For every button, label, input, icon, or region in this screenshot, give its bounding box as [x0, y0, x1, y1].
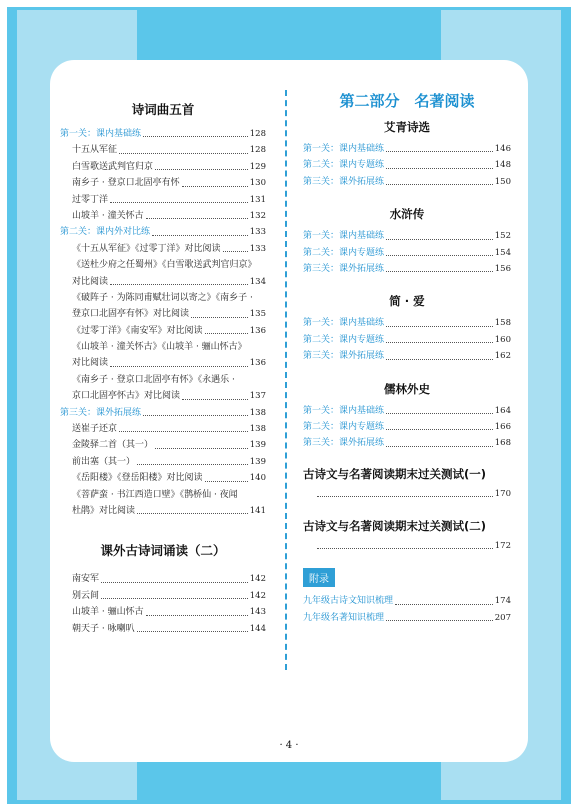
leader-dots	[119, 153, 248, 154]
leader-dots	[182, 399, 248, 400]
page-number: 174	[494, 596, 511, 607]
toc-label: 登京口北固亭有怀》对比阅读	[72, 309, 190, 320]
toc-label: 第三关：课外拓展练	[60, 407, 142, 418]
toc-label: 过零丁洋	[72, 194, 109, 205]
page-number: 139	[249, 456, 266, 467]
page-number: 138	[249, 424, 266, 435]
page-number: 138	[249, 407, 266, 418]
leader-dots	[110, 202, 248, 203]
toc-label: 京口北固亭怀古》对比阅读	[72, 391, 181, 402]
leader-dots	[155, 169, 248, 170]
page-number: 139	[249, 440, 266, 451]
part-title: 第二部分 名著阅读	[339, 92, 475, 110]
page-number: 129	[249, 161, 266, 172]
leader-dots	[182, 186, 248, 187]
toc-label: 第二关：课内外对比练	[60, 227, 151, 238]
toc-row[interactable]	[60, 355, 266, 371]
toc-row[interactable]	[303, 174, 511, 190]
page-number: 158	[494, 318, 511, 329]
leader-dots	[395, 604, 493, 605]
page-number: 164	[494, 405, 511, 416]
toc-row[interactable]	[303, 610, 511, 626]
toc-row[interactable]	[303, 538, 511, 554]
toc-row[interactable]	[303, 435, 511, 451]
toc-label: 《十五从军征》《过零丁洋》对比阅读	[72, 243, 221, 254]
page-number: 144	[249, 623, 266, 634]
toc-row[interactable]	[60, 224, 266, 240]
leader-dots	[386, 151, 493, 152]
toc-row[interactable]	[60, 126, 266, 142]
page-number: 136	[249, 325, 266, 336]
test-title-1: 古诗文与名著阅读期末过关测试(一)	[303, 466, 487, 481]
column-divider	[285, 90, 287, 670]
toc-label: 《岳阳楼》《登岳阳楼》对比阅读	[72, 473, 203, 484]
toc-label: 白雪歌送武判官归京	[72, 161, 154, 172]
toc-row[interactable]	[60, 241, 266, 257]
toc-label: 第一关：课内基础练	[303, 318, 385, 329]
page-number: 128	[249, 145, 266, 156]
leader-dots	[386, 342, 493, 343]
leader-dots	[386, 620, 493, 621]
page-number: 142	[249, 574, 266, 585]
left-column	[60, 100, 266, 637]
toc-label: 第一关：课内基础练	[303, 405, 385, 416]
toc-label: 第三关：课外拓展练	[303, 176, 385, 187]
toc-row-continued: 《南乡子 · 登京口北固亭有怀》《永遇乐 ·	[72, 374, 235, 385]
section-rows-shici	[60, 126, 266, 519]
section-title-kewai: 课外古诗词诵读（二）	[100, 543, 226, 559]
toc-label: 第二关：课内专题练	[303, 334, 385, 345]
leader-dots	[317, 548, 493, 549]
page-number: 128	[249, 128, 266, 139]
toc-row[interactable]	[303, 245, 511, 261]
toc-label: 十五从军征	[72, 145, 118, 156]
toc-row-continued: 《菩萨蛮 · 书江西造口壁》《鹊桥仙 · 夜闻	[72, 489, 238, 500]
leader-dots	[110, 284, 248, 285]
toc-row[interactable]	[60, 274, 266, 290]
leader-dots	[386, 446, 493, 447]
page-number: 148	[494, 160, 511, 171]
toc-row[interactable]	[303, 332, 511, 348]
page-number: 136	[249, 358, 266, 369]
page-number: 140	[249, 473, 266, 484]
toc-row[interactable]	[60, 208, 266, 224]
page-number: 150	[494, 176, 511, 187]
toc-row[interactable]	[60, 306, 266, 322]
toc-row[interactable]	[303, 261, 511, 277]
book-title: 艾青诗选	[384, 120, 430, 134]
leader-dots	[386, 326, 493, 327]
page-number: 143	[249, 607, 266, 618]
leader-dots	[386, 359, 493, 360]
page-number: 156	[494, 263, 511, 274]
toc-label: 第二关：课内专题练	[303, 421, 385, 432]
leader-dots	[146, 615, 248, 616]
toc-row[interactable]	[60, 470, 266, 486]
toc-row[interactable]	[60, 159, 266, 175]
toc-row[interactable]	[60, 323, 266, 339]
toc-row[interactable]	[303, 593, 511, 609]
leader-dots	[223, 251, 248, 252]
book-title: 简 · 爱	[389, 294, 425, 309]
toc-row[interactable]	[60, 405, 266, 421]
leader-dots	[386, 239, 493, 240]
leader-dots	[137, 464, 248, 465]
toc-row[interactable]	[303, 141, 511, 157]
appendix-rows	[303, 593, 511, 626]
leader-dots	[155, 448, 248, 449]
page-footer: · 4 ·	[279, 740, 299, 751]
page-number: 137	[249, 391, 266, 402]
toc-row[interactable]	[60, 175, 266, 191]
page-number: 152	[494, 231, 511, 242]
toc-row[interactable]	[60, 588, 266, 604]
toc-row-continued: 《破阵子 · 为陈同甫赋壮词以寄之》《南乡子 ·	[72, 292, 253, 303]
leader-dots	[386, 184, 493, 185]
page-number: 141	[249, 505, 266, 516]
toc-label: 山坡羊 · 骊山怀古	[72, 607, 144, 618]
toc-label: 九年级古诗文知识梳理	[303, 596, 394, 607]
page-number: 172	[494, 541, 511, 552]
page-number: 154	[494, 247, 511, 258]
book-title: 儒林外史	[384, 381, 430, 396]
page-number: 160	[494, 334, 511, 345]
leader-dots	[191, 317, 248, 318]
toc-label: 南乡子 · 登京口北固亭有怀	[72, 178, 180, 189]
toc-row-continued: 《送杜少府之任蜀州》《白雪歌送武判官归京》	[72, 260, 257, 271]
toc-label: 第二关：课内专题练	[303, 247, 385, 258]
toc-row[interactable]	[60, 388, 266, 404]
leader-dots	[146, 218, 248, 219]
toc-label: 朝天子 · 咏喇叭	[72, 623, 135, 634]
toc-row[interactable]	[303, 486, 511, 502]
toc-label: 第一关：课内基础练	[303, 231, 385, 242]
page-number: 134	[249, 276, 266, 287]
book-title: 水浒传	[389, 207, 425, 222]
toc-label: 山坡羊 · 潼关怀古	[72, 210, 144, 221]
toc-row[interactable]	[60, 621, 266, 637]
toc-row[interactable]	[60, 604, 266, 620]
section-rows-kewai	[60, 571, 266, 637]
page-number: 146	[494, 143, 511, 154]
toc-row[interactable]	[60, 571, 266, 587]
page-number: 166	[494, 421, 511, 432]
leader-dots	[152, 235, 248, 236]
toc-row[interactable]	[303, 228, 511, 244]
page-number: 142	[249, 590, 266, 601]
toc-row[interactable]	[60, 437, 266, 453]
toc-label: 九年级名著知识梳理	[303, 612, 385, 623]
toc-label: 第一关：课内基础练	[60, 128, 142, 139]
toc-label: 第三关：课外拓展练	[303, 351, 385, 362]
toc-label: 别云间	[72, 590, 100, 601]
toc-label: 金陵驿二首（其一）	[72, 440, 154, 451]
page-number: 168	[494, 438, 511, 449]
toc-row[interactable]	[303, 315, 511, 331]
page-number: 132	[249, 210, 266, 221]
leader-dots	[386, 413, 493, 414]
toc-label: 送崔子还京	[72, 424, 118, 435]
page-number: 133	[249, 243, 266, 254]
toc-label: 第三关：课外拓展练	[303, 263, 385, 274]
toc-label: 前出塞（其一）	[72, 456, 136, 467]
toc-label: 对比阅读	[72, 358, 109, 369]
leader-dots	[386, 429, 493, 430]
toc-row[interactable]	[60, 454, 266, 470]
toc-row[interactable]	[60, 142, 266, 158]
leader-dots	[317, 496, 493, 497]
toc-label: 《过零丁洋》《南安军》对比阅读	[72, 325, 203, 336]
leader-dots	[137, 513, 248, 514]
toc-label: 第二关：课内专题练	[303, 160, 385, 171]
leader-dots	[101, 582, 248, 583]
toc-row[interactable]	[60, 192, 266, 208]
section-title-shici: 诗词曲五首	[131, 102, 195, 117]
test-title-2: 古诗文与名著阅读期末过关测试(二)	[303, 519, 487, 534]
toc-row[interactable]	[303, 348, 511, 364]
toc-row[interactable]	[303, 403, 511, 419]
page-number: 130	[249, 178, 266, 189]
leader-dots	[119, 431, 248, 432]
toc-label: 对比阅读	[72, 276, 109, 287]
page-number: 135	[249, 309, 266, 320]
toc-row[interactable]	[303, 419, 511, 435]
page-number: 207	[494, 612, 511, 623]
leader-dots	[386, 255, 493, 256]
toc-row[interactable]	[303, 157, 511, 173]
toc-label: 第三关：课外拓展练	[303, 438, 385, 449]
page-number: 170	[494, 488, 511, 499]
toc-row-continued: 《山坡羊 · 潼关怀古》《山坡羊 · 骊山怀古》	[72, 342, 247, 353]
toc-label: 杜鹃》对比阅读	[72, 505, 136, 516]
leader-dots	[386, 168, 493, 169]
leader-dots	[110, 366, 248, 367]
leader-dots	[101, 598, 248, 599]
toc-row[interactable]	[60, 503, 266, 519]
leader-dots	[205, 481, 248, 482]
leader-dots	[205, 333, 248, 334]
leader-dots	[386, 271, 493, 272]
leader-dots	[143, 415, 248, 416]
toc-row[interactable]	[60, 421, 266, 437]
toc-label: 第一关：课内基础练	[303, 143, 385, 154]
right-column	[303, 90, 511, 626]
leader-dots	[137, 631, 248, 632]
leader-dots	[143, 136, 248, 137]
appendix-badge: 附录	[303, 568, 335, 587]
page-number: 133	[249, 227, 266, 238]
toc-label: 南安军	[72, 574, 100, 585]
page-number: 131	[249, 194, 266, 205]
page-number: 162	[494, 351, 511, 362]
book-list	[303, 119, 511, 452]
